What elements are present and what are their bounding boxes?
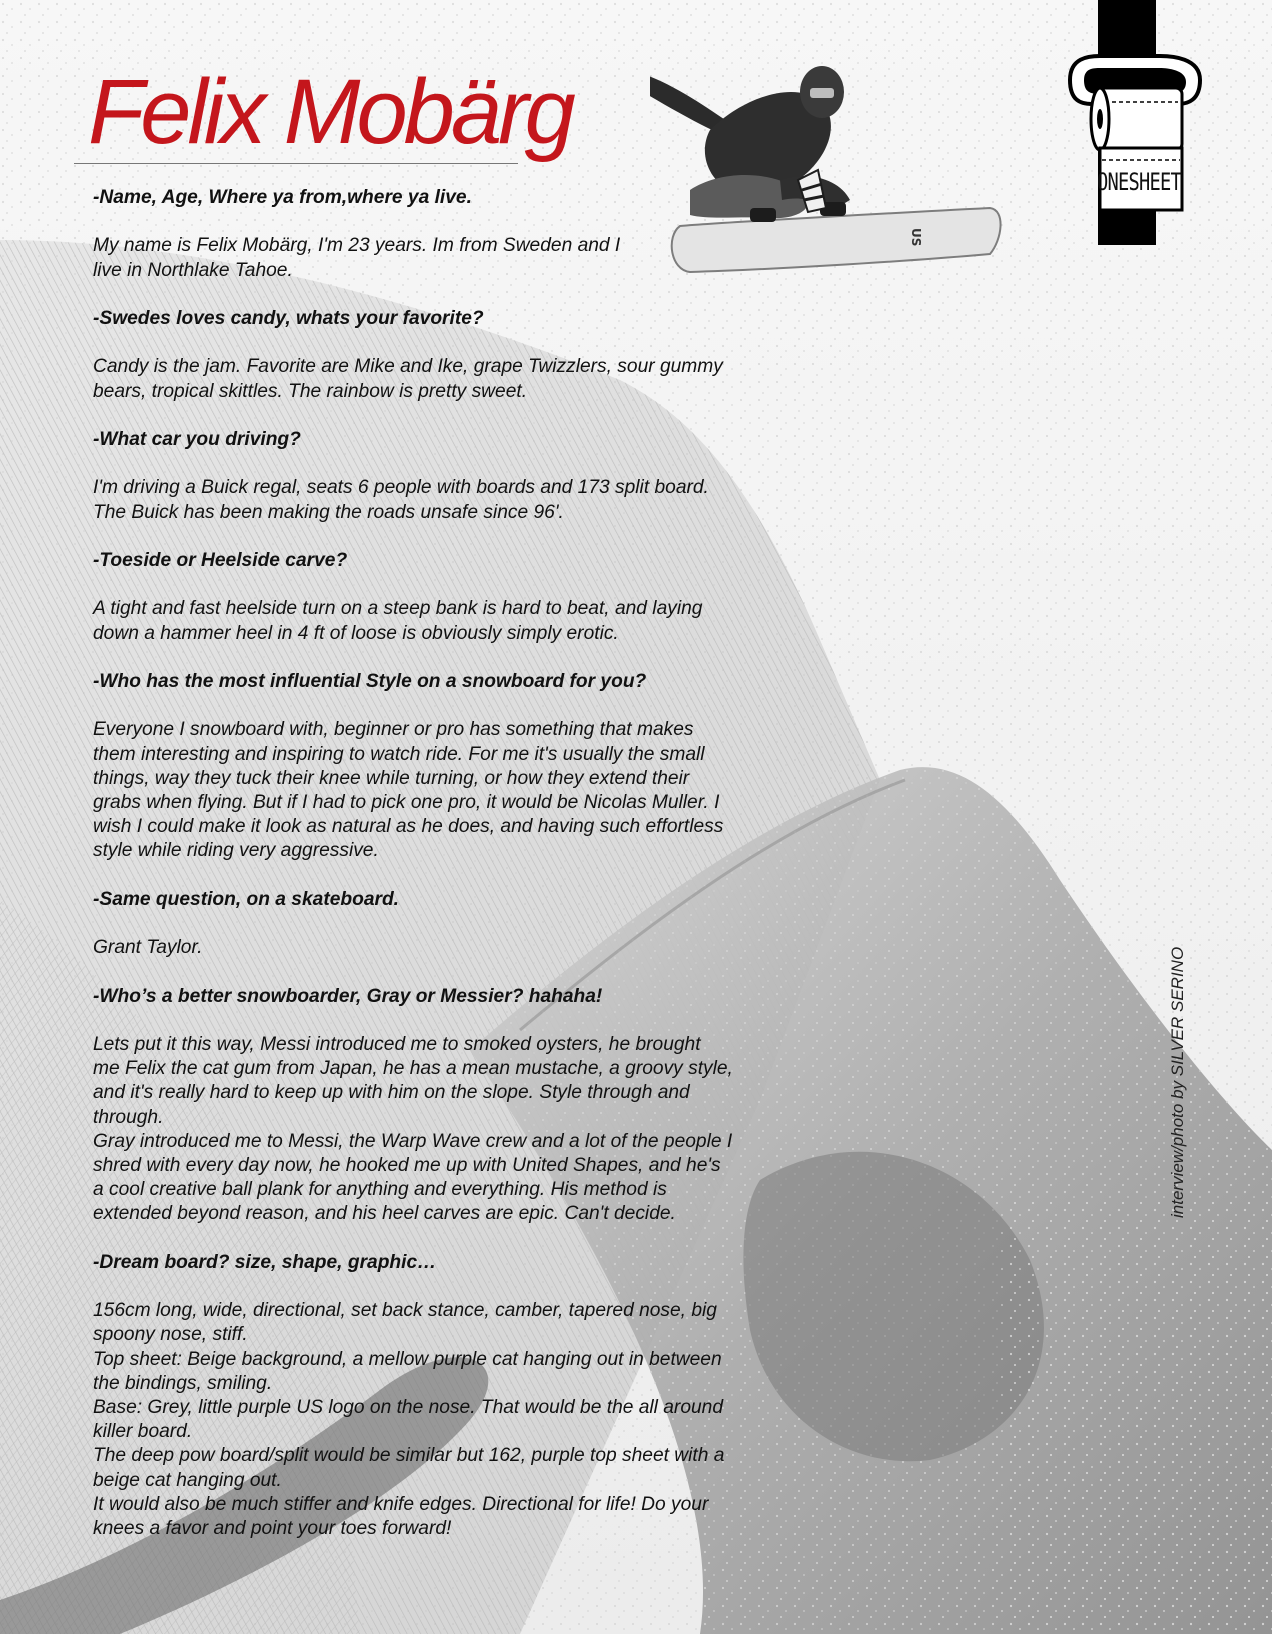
answer-line: grabs when flying. But if I had to pick one pro, it would be Nicolas Muller. I [93,791,720,813]
answer-line: Candy is the jam. Favorite are Mike and Ike, grape Twizzlers, sour gummy [93,356,723,378]
answer-line: Grant Taylor. [93,937,203,959]
qa-block [93,428,803,525]
interview-question: -Same question, on a skateboard. [93,888,400,910]
qa-block [93,186,803,283]
toilet-paper-icon [1060,0,1210,245]
board-logo: US [909,228,923,247]
interview-answer [93,936,803,960]
answer-line: My name is Felix Mobärg, I'm 23 years. Im from Sweden and I [93,235,621,257]
interview-question: -Who’s a better snowboarder, Gray or Messier? hahaha! [93,985,603,1007]
answer-line: knees a favor and point your toes forward! [93,1517,452,1539]
answer-line: 156cm long, wide, directional, set back stance, camber, tapered nose, big [93,1300,717,1322]
interview-question: -Dream board? size, shape, graphic… [93,1251,437,1273]
answer-line: things, way they tuck their knee while turning, or how they extend their [93,767,690,789]
answer-line: Lets put it this way, Messi introduced me to smoked oysters, he brought [93,1033,701,1055]
answer-line: extended beyond reason, and his heel carves are epic. Can't decide. [93,1203,676,1225]
interview-question: -Name, Age, Where ya from,where ya live. [93,187,472,208]
photo-credit [1168,918,1188,1218]
interview-question: -Toeside or Heelside carve? [93,549,348,571]
answer-line: the bindings, smiling. [93,1372,273,1394]
interview-answer [93,476,803,524]
interview-answer [93,1299,803,1541]
answer-line: spoony nose, stiff. [93,1324,248,1346]
answer-line: me Felix the cat gum from Japan, he has a mean mustache, a groovy style, [93,1058,733,1080]
answer-line: shred with every day now, he hooked me up with United Shapes, and he's [93,1154,721,1176]
logo-text: ONESHEET [1097,168,1181,196]
interview-answer [93,1033,803,1227]
answer-line: Top sheet: Beige background, a mellow purple cat hanging out in between [93,1348,722,1370]
answer-line: Gray introduced me to Messi, the Warp Wave crew and a lot of the people I [93,1130,733,1152]
answer-line: The deep pow board/split would be similar but 162, purple top sheet with a [93,1445,725,1467]
interview-body [93,186,803,1565]
qa-block [93,670,803,864]
qa-block [93,1251,803,1541]
answer-line: them interesting and inspiring to watch ride. For me it's usually the small [93,743,705,765]
qa-block [93,307,803,404]
qa-block [93,985,803,1227]
title-underline [74,163,518,164]
answer-line: live in Northlake Tahoe. [93,259,293,281]
answer-line: bears, tropical skittles. The rainbow is pretty sweet. [93,380,528,402]
interview-answer [93,597,803,645]
answer-line: through. [93,1106,164,1128]
interview-answer [93,355,803,403]
answer-line: killer board. [93,1421,193,1443]
answer-line: a cool creative ball plank for anything and everything. His method is [93,1179,667,1201]
answer-line: A tight and fast heelside turn on a steep bank is hard to beat, and laying [93,598,703,620]
qa-block [93,888,803,961]
interview-question: -Who has the most influential Style on a snowboard for you? [93,670,647,692]
interview-answer [93,718,803,863]
onesheet-logo [1060,0,1210,245]
page-title: Felix Mobärg [88,61,572,163]
answer-line: style while riding very aggressive. [93,840,379,862]
answer-line: and it's really hard to keep up with him on the slope. Style through and [93,1082,690,1104]
answer-line: down a hammer heel in 4 ft of loose is obviously simply erotic. [93,622,619,644]
credit-text: interview/photo by SILVER SERINO [1168,946,1187,1218]
interview-question: -Swedes loves candy, whats your favorite? [93,307,484,329]
interview-question: -What car you driving? [93,428,301,450]
answer-line: Everyone I snowboard with, beginner or pro has something that makes [93,719,694,741]
interview-answer [93,234,803,282]
answer-line: Base: Grey, little purple US logo on the nose. That would be the all around [93,1396,724,1418]
answer-line: It would also be much stiffer and knife edges. Directional for life! Do your [93,1493,709,1515]
answer-line: wish I could make it look as natural as he does, and having such effortless [93,816,724,838]
answer-line: beige cat hanging out. [93,1469,282,1491]
answer-line: I'm driving a Buick regal, seats 6 people with boards and 173 split board. [93,477,709,499]
qa-block [93,549,803,646]
answer-line: The Buick has been making the roads unsafe since 96'. [93,501,564,523]
